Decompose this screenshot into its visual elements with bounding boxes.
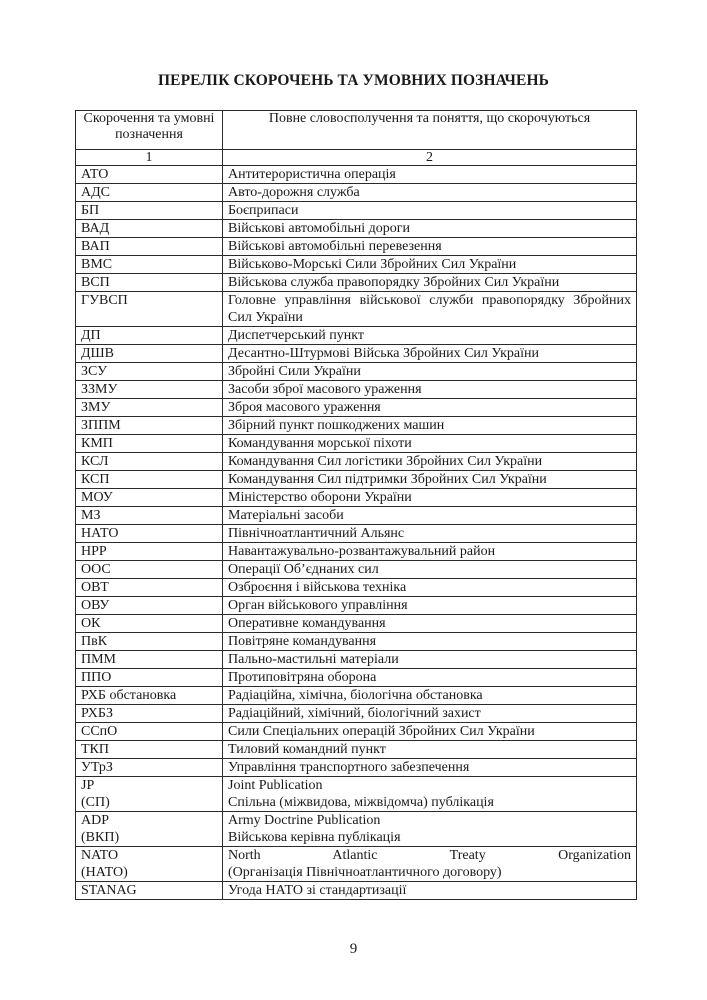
full-term-line: Військова керівна публікація xyxy=(228,830,401,845)
full-term-cell: Боєприпаси xyxy=(223,202,637,220)
abbreviation-line: (СП) xyxy=(81,795,110,810)
full-term-cell xyxy=(223,847,637,882)
abbreviation-cell: ВМС xyxy=(76,256,223,274)
abbreviations-table xyxy=(75,110,637,900)
full-term-cell: Оперативне командування xyxy=(223,615,637,633)
abbreviation-cell: ОК xyxy=(76,615,223,633)
table-row xyxy=(76,597,637,615)
full-term-line: Спільна (міжвидова, міжвідомча) публікація xyxy=(228,795,494,810)
abbreviation-cell: ЗСУ xyxy=(76,363,223,381)
full-term-cell: Пально-мастильні матеріали xyxy=(223,651,637,669)
full-term-cell: Операції Об’єднаних сил xyxy=(223,561,637,579)
full-term-cell: Командування морської піхоти xyxy=(223,435,637,453)
abbreviation-cell: НАТО xyxy=(76,525,223,543)
table-row xyxy=(76,687,637,705)
full-term-cell: Радіаційна, хімічна, біологічна обстановка xyxy=(223,687,637,705)
full-term-cell: Військово-Морські Сили Збройних Сил України xyxy=(223,256,637,274)
table-row xyxy=(76,345,637,363)
abbreviation-cell: ОВУ xyxy=(76,597,223,615)
abbreviation-cell: БП xyxy=(76,202,223,220)
abbreviation-cell: ППО xyxy=(76,669,223,687)
full-term-cell: Північноатлантичний Альянс xyxy=(223,525,637,543)
table-row xyxy=(76,184,637,202)
full-term-cell: Орган військового управління xyxy=(223,597,637,615)
full-term-cell: Угода НАТО зі стандартизації xyxy=(223,882,637,900)
abbreviation-cell xyxy=(76,847,223,882)
full-term-cell: Управління транспортного забезпечення xyxy=(223,759,637,777)
table-row xyxy=(76,579,637,597)
table-body xyxy=(76,166,637,900)
table-row xyxy=(76,238,637,256)
full-term-cell xyxy=(223,812,637,847)
full-term-cell: Військова служба правопорядку Збройних Сил України xyxy=(223,274,637,292)
table-row xyxy=(76,453,637,471)
abbreviation-cell: МЗ xyxy=(76,507,223,525)
full-term-cell: Засоби зброї масового ураження xyxy=(223,381,637,399)
full-term-line: North Atlantic Treaty Organization xyxy=(228,848,631,863)
table-row xyxy=(76,723,637,741)
table-row xyxy=(76,292,637,327)
abbreviation-cell: КСЛ xyxy=(76,453,223,471)
abbreviation-line: (НАТО) xyxy=(81,865,128,880)
table-row xyxy=(76,256,637,274)
abbreviation-cell xyxy=(76,812,223,847)
abbreviation-cell: ВАД xyxy=(76,220,223,238)
abbreviation-cell xyxy=(76,777,223,812)
abbreviation-line: ADP xyxy=(81,813,110,828)
abbreviation-cell: ВСП xyxy=(76,274,223,292)
abbreviation-cell: МОУ xyxy=(76,489,223,507)
full-term-cell: Авто-дорожня служба xyxy=(223,184,637,202)
full-term-cell: Військові автомобільні перевезення xyxy=(223,238,637,256)
abbreviation-cell: РХБЗ xyxy=(76,705,223,723)
abbreviation-cell: ДП xyxy=(76,327,223,345)
table-row xyxy=(76,507,637,525)
table-row xyxy=(76,489,637,507)
full-term-cell: Диспетчерський пункт xyxy=(223,327,637,345)
abbreviation-cell: ДШВ xyxy=(76,345,223,363)
abbreviation-cell: ПвК xyxy=(76,633,223,651)
abbreviation-cell: НРР xyxy=(76,543,223,561)
table-row xyxy=(76,651,637,669)
full-term-line: (Організація Північноатлантичного договору) xyxy=(228,865,502,880)
column-number-2: 2 xyxy=(223,150,637,166)
abbreviation-cell: ВАП xyxy=(76,238,223,256)
table-row xyxy=(76,166,637,184)
abbreviation-cell: УТрЗ xyxy=(76,759,223,777)
full-term-cell: Десантно-Штурмові Війська Збройних Сил України xyxy=(223,345,637,363)
table-row xyxy=(76,274,637,292)
table-row xyxy=(76,669,637,687)
full-term-cell: Навантажувально-розвантажувальний район xyxy=(223,543,637,561)
page-title: ПЕРЕЛІК СКОРОЧЕНЬ ТА УМОВНИХ ПОЗНАЧЕНЬ xyxy=(158,72,549,89)
full-term-cell: Зброя масового ураження xyxy=(223,399,637,417)
full-term-cell: Повітряне командування xyxy=(223,633,637,651)
abbreviation-cell: ЗППМ xyxy=(76,417,223,435)
table-row xyxy=(76,471,637,489)
abbreviation-cell: ОВТ xyxy=(76,579,223,597)
abbreviation-cell: КСП xyxy=(76,471,223,489)
abbreviation-cell: ТКП xyxy=(76,741,223,759)
table-row xyxy=(76,202,637,220)
full-term-cell: Озброєння і військова техніка xyxy=(223,579,637,597)
full-term-cell: Збройні Сили України xyxy=(223,363,637,381)
full-term-cell: Сили Спеціальних операцій Збройних Сил України xyxy=(223,723,637,741)
full-term-cell: Військові автомобільні дороги xyxy=(223,220,637,238)
abbreviation-cell: ООС xyxy=(76,561,223,579)
abbreviation-line: JP xyxy=(81,778,95,793)
full-term-line: Army Doctrine Publication xyxy=(228,813,381,828)
full-term-cell: Головне управління військової служби правопорядку Збройних Сил України xyxy=(223,292,637,327)
full-term-cell xyxy=(223,777,637,812)
full-term-line: Joint Publication xyxy=(228,778,323,793)
table-row xyxy=(76,435,637,453)
table-row xyxy=(76,525,637,543)
table-row xyxy=(76,777,637,812)
column-number-1: 1 xyxy=(76,150,223,166)
abbreviation-cell: АДС xyxy=(76,184,223,202)
full-term-cell: Збірний пункт пошкоджених машин xyxy=(223,417,637,435)
abbreviation-cell: ГУВСП xyxy=(76,292,223,327)
table-header-row xyxy=(76,111,637,150)
page-number: 9 xyxy=(349,941,358,957)
table-row xyxy=(76,327,637,345)
table-row xyxy=(76,363,637,381)
abbreviation-cell: ЗМУ xyxy=(76,399,223,417)
table-row xyxy=(76,741,637,759)
column-number-row xyxy=(76,150,637,166)
table-row xyxy=(76,615,637,633)
column-header-full-term: Повне словосполучення та поняття, що скорочуються xyxy=(223,111,637,150)
table-row xyxy=(76,705,637,723)
table-row xyxy=(76,417,637,435)
full-term-cell: Радіаційний, хімічний, біологічний захист xyxy=(223,705,637,723)
abbreviation-cell: ПММ xyxy=(76,651,223,669)
table-row xyxy=(76,633,637,651)
table-row xyxy=(76,847,637,882)
abbreviation-cell: STANAG xyxy=(76,882,223,900)
abbreviation-cell: АТО xyxy=(76,166,223,184)
table-row xyxy=(76,220,637,238)
abbreviation-cell: РХБ обстановка xyxy=(76,687,223,705)
abbreviation-cell: ЗЗМУ xyxy=(76,381,223,399)
table-row xyxy=(76,543,637,561)
table-row xyxy=(76,882,637,900)
full-term-cell: Тиловий командний пункт xyxy=(223,741,637,759)
full-term-cell: Матеріальні засоби xyxy=(223,507,637,525)
column-header-abbreviation: Скорочення та умовні позначення xyxy=(76,111,223,150)
abbreviation-cell: КМП xyxy=(76,435,223,453)
abbreviation-line: (ВКП) xyxy=(81,830,120,845)
table-row xyxy=(76,399,637,417)
full-term-cell: Міністерство оборони України xyxy=(223,489,637,507)
table-row xyxy=(76,759,637,777)
table-row xyxy=(76,381,637,399)
abbreviation-line: NATO xyxy=(81,848,119,863)
full-term-cell: Протиповітряна оборона xyxy=(223,669,637,687)
table-row xyxy=(76,561,637,579)
full-term-cell: Командування Сил логістики Збройних Сил України xyxy=(223,453,637,471)
full-term-cell: Антитерористична операція xyxy=(223,166,637,184)
table-row xyxy=(76,812,637,847)
abbreviation-cell: ССпО xyxy=(76,723,223,741)
full-term-cell: Командування Сил підтримки Збройних Сил України xyxy=(223,471,637,489)
